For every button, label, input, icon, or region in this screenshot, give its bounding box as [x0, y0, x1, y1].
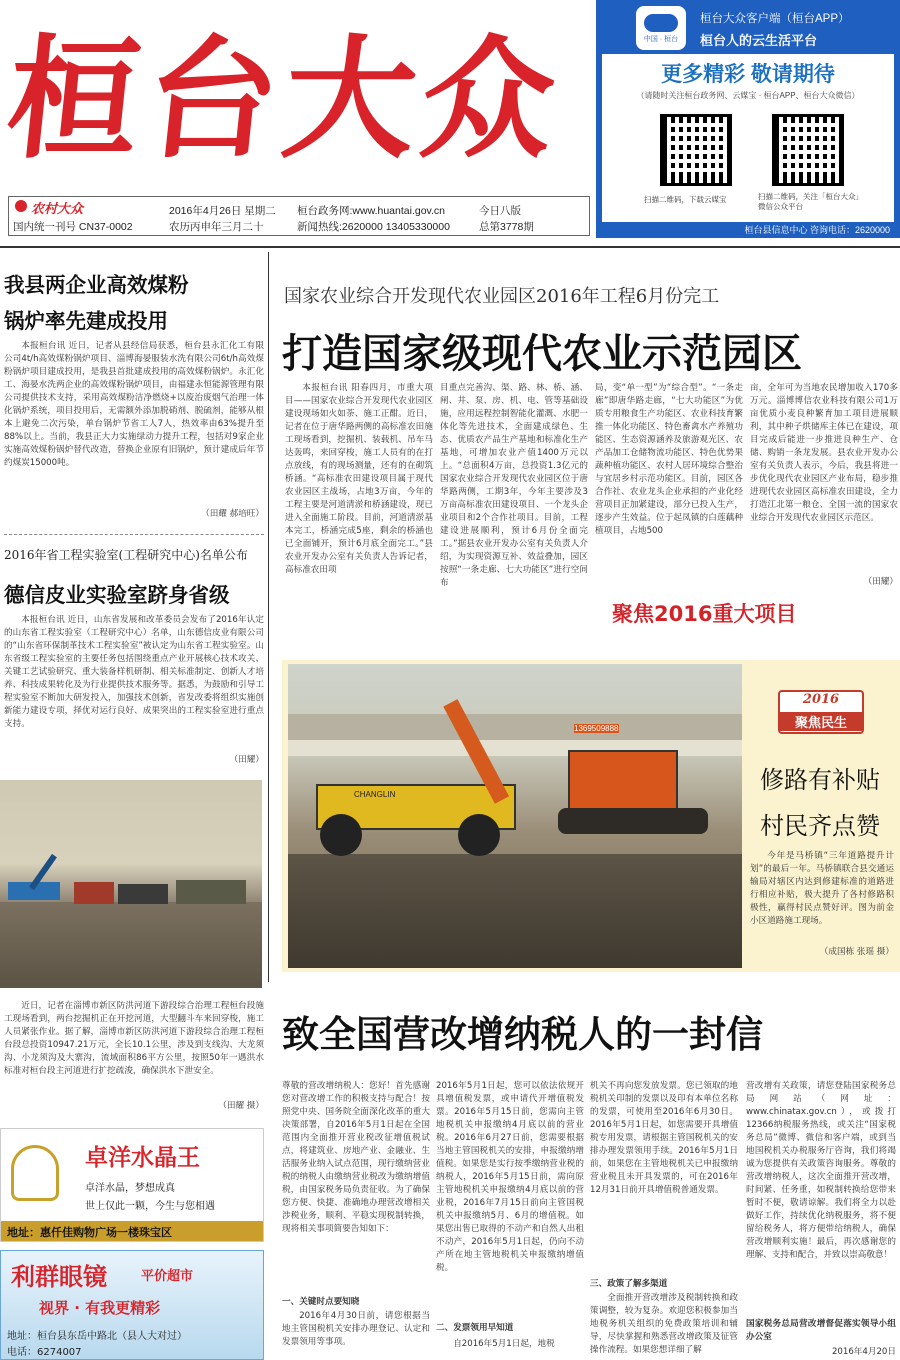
ad-headline: 更多精彩 敬请期待	[661, 63, 835, 86]
partner-logo-icon	[15, 200, 27, 212]
photo-byline: （田耀 摄）	[218, 1101, 264, 1111]
app-name: 桓台大众客户端（桓台APP）	[700, 13, 850, 25]
river-dredging-photo	[0, 780, 262, 988]
cloud-app-icon: 中国 · 桓台	[636, 6, 686, 50]
feature-title-line2: 村民齐点赞	[760, 812, 880, 840]
main-col2: 目重点完善沟、渠、路、林、桥、涵、闸、井、泵、房、机、电、管等基础设施，应用远程控制智能化灌溉、水肥一体化等先进技术，全面建成绿色、生态、优质农产品生产基地和标准化生产基地，可增加农业产值1400万元以上。“总面积4万亩，总投资1.3亿元的国家农业综合开发现代农业园区位于唐华路两侧，工期3年，今年主要涉及3万亩高标准农田建设项目、一个龙头企业项目和2个合作社项目。目前，工程建设进展顺利，预计6月份全面完工。”据县农业开发办公室有关负责人介绍，为实现资源互补、效益叠加，园区按照“一条走廊、七大功能区”进行空间布	[440, 383, 588, 588]
qr-code-wechat[interactable]	[772, 114, 844, 186]
ad-footer: 桓台县信息中心 咨询电话：2620000	[744, 225, 890, 235]
story1-title-line1: 我县两企业高效煤粉	[4, 273, 189, 297]
story2-byline: （田耀）	[229, 755, 264, 765]
story2-title: 德信皮业实验室跻身省级	[4, 583, 230, 607]
news-hotline: 新闻热线:2620000 13405330000	[297, 221, 450, 233]
tax-letter-title: 致全国营改增纳税人的一封信	[282, 1012, 763, 1056]
livelihood-badge: 2016 聚焦民生	[778, 690, 864, 734]
masthead-rule	[0, 246, 900, 248]
feature-byline: （成国栋 张瑶 摄）	[819, 947, 894, 957]
photo-caption: 近日，记者在淄博市新区防洪河道下游段综合治理工程桓台段施工现场看到，两台挖掘机正在开挖河道，大型翻斗车来回穿梭，施工人员紧张作业。据了解，淄博市新区防洪河道下游段综合治理工程桓台段总投资10947.21万元，全长10.1公里，涉及到支线沟、大龙须沟、小龙须沟及大寨沟，流域面积86平方公里，按照50年一遇洪水标准对桓台段主河道进行扩挖疏浚，确保洪水下泄安全。	[4, 1001, 264, 1076]
crystal-logo-icon	[11, 1145, 59, 1201]
story1-body: 本报桓台讯 近日，记者从县经信局获悉，桓台县永汇化工有限公司4t/h高效煤粉锅炉项目、淄博海晏服装水洗有限公司6t/h高效煤粉锅炉项目建成投用，是我县首批建成投用的高效煤粉锅炉。永汇化工、海晏水洗两企业的高效煤粉锅炉项目，由福建永恒能源管理有限公司提供技术支持，采用高效煤粉洁净燃烧+以废治废烟气治理一体化锅炉系统，项目投用后，无需额外添加脱硝剂、脱硫剂，能够从根本上避免二次污染，单台锅炉节省工人7人，热效率由63%提升至88%以上。当前，我县正大力实施绿动力提升工程，包括对9家企业实施高效煤粉锅炉替代改造，替换企业原有旧锅炉，预计建成后年节约煤炭15000吨。	[4, 341, 264, 468]
tax-col3-tail: 全面推开营改增涉及税制转换和政策调整，较为复杂。欢迎您积极参加当地税务机关组织的免费政策培训和辅导，尽快掌握和熟悉营改增政策及征管操作流程。如果您想详细了解	[590, 1293, 738, 1355]
tax-col2-tail: 自2016年5月1日起，地税	[453, 1339, 555, 1349]
qr-code-app[interactable]	[660, 114, 732, 186]
tax-col3-heading: 三、政策了解多渠道	[590, 1279, 668, 1289]
tax-col1: 尊敬的营改增纳税人：您好！首先感谢您对营改增工作的积极支持与配合！按照党中央、国务院全面深化改革的重大决策部署，自2016年5月1日起在全国范围内全面推开营业税改征增值税试点，将建筑业、房地产业、金融业、生活服务业纳入试点范围，现行缴纳营业税的纳税人由缴纳营业税改为缴纳增值税，由国家税务局负责征收。为了确保您方便、快捷、准确地办理营改增相关涉税业务，顺利、平稳实现税制转换，现将相关事项简要告知如下：	[282, 1081, 430, 1234]
tax-col1-tail: 2016年4月30日前，请您根据当地主管国税机关安排办理登记、认定和发票领用等事项。	[282, 1311, 430, 1347]
lunar-date: 农历丙申年三月二十	[169, 221, 264, 233]
story1-title-line2: 锅炉率先建成投用	[4, 309, 168, 333]
main-col1: 本报桓台讯 阳春四月，市重大项目——国家农业综合开发现代农业园区建设现场如火如荼、施工正酣。近日，记者在位于唐华路两侧的高标准农田施工现场看到，挖掘机、装载机、吊车马达轰鸣，来回穿梭，施工人员有的在打点放线，有的现场测量，还有的在砌筑桥涵。“高标准农田建设项目属于现代农业园区主战场，占地3万亩，今年的工程主要是河道清淤和桥涵建设，现已进入全面施工阶段。目前，河道清淤基本完工，桥涵完成5座，剩余的桥涵也已全面铺开，预计6月底全面完工。”县农业开发办公室有关负责人告诉记者，高标准农田项	[285, 383, 433, 575]
tax-col2-heading: 二、发票领用早知道	[436, 1323, 514, 1333]
column-divider	[268, 252, 269, 982]
main-col3: 局，变“单一型”为“综合型”。“一条走廊”即唐华路走廊，“七大功能区”为优质专用粮食生产功能区、农业科技育繁推一体化功能区、特色畜禽水产养殖功能区、生态资源涵养及旅游观光区、农产品加工仓储物流功能区、特色优势果蔬种植功能区、农村人居环境综合整治与宜居乡村示范功能区。目前，园区各合作社、农业龙头企业承担的产业化经营项目正加紧建设，部分已投入生产，逐步产生效益。位于起凤镇的白莲藕种植项目，占地500	[595, 383, 743, 536]
masthead-info	[8, 196, 590, 236]
tax-col2: 2016年5月1日起，您可以依法依规开具增值税发票，或申请代开增值税发票。2016年5月15日前，您需向主管地税机关申报缴纳4月底以前的营业税。2016年6月27日前，您需要根据当地主管国税机关的安排，申报缴纳增值税。如果您是实行按季缴纳营业税的纳税人，2016年5月15日前，需向原主管地税机关申报缴纳4月底以前的营业税，2016年7月15日前向主管国税机关申报缴纳5月、6月的增值税。如果您出售已取得的不动产和自然人出租不动产，2016年5月1日起，仍向不动产所在地主管地税机关申报缴纳增值税。	[436, 1081, 584, 1273]
issue-number: 总第3778期	[479, 221, 534, 233]
main-kicker: 国家农业综合开发现代农业园区2016年工程6月份完工	[284, 286, 720, 307]
tax-sig-date: 2016年4月20日	[831, 1347, 896, 1357]
story2-body: 本报桓台讯 近日，山东省发展和改革委员会发布了2016年认定的山东省工程实验室（工程研究中心）名单，山东德信皮业有限公司的“山东省环保制革技术工程实验室”被认定为山东省工程实验室。山东省级工程实验室的主要任务包括围绕重点产业开展核心技术攻关、关键工艺试验研究、重大装备样机研制、相关标准制定、创新人才培养、科技成果转化及为行业提供技术服务等。据悉，为鼓励和引导工程实验室不断加大研发投入，加强技术创新，省发改委将组织实施创新能力建设专项，择优对运行良好、成果突出的工程实验室进行重点支持。	[4, 615, 264, 729]
main-col4: 亩，全年可为当地农民增加收入170多万元。淄博博信农业科技有限公司1万亩优质小麦良种繁育加工项目进展顺利，其中种子烘储库主体已在建设，项目完成后能进一步推进良种生产、仓储、购销一条龙发展。县农业开发办公室有关负责人表示，今后，我县将进一步优化现代农业园区产业布局，稳步推进现代农业园区高标准农田建设，全力打造江北第一粮仓、全国一流的国家农业综合开发现代农业园区示范区。	[750, 383, 898, 523]
partner-logo: 农村大众	[31, 202, 84, 217]
tax-col1-heading: 一、关键时点要知晓	[282, 1297, 360, 1307]
story1-byline: （田耀 郝培旺）	[201, 509, 264, 519]
tax-col4: 营改增有关政策，请您登陆国家税务总局网站（网址：www.chinatax.gov.cn），或拨打12366纳税服务热线，或关注“国家税务总局”微博、微信和客户端，或到当地国税机关办税服务厅咨询，我们将竭诚为您提供有关政策咨询服务。尊敬的营改增纳税人，这次全面推开营改增，时间紧、任务重，如税制转换给您带来暂时不便，敬请谅解。我们将全力以赴做好工作，持续优化纳税服务，将不便留给税务人，将方便带给纳税人，确保营改增顺利实施！最后，再次感谢您的理解、支持和配合，并致以崇高敬意！	[746, 1081, 896, 1260]
story-divider	[4, 534, 264, 535]
project-banner: 聚焦2016重大项目	[612, 602, 797, 626]
app-slogan: 桓台人的云生活平台	[700, 33, 818, 48]
ad-note: （请随时关注桓台政务网、云媒宝 · 桓台APP、桓台大众微信）	[636, 91, 860, 100]
top-ad-panel	[602, 54, 894, 222]
main-byline: （田耀）	[863, 577, 898, 587]
qr2-caption: 扫描二维码，关注「桓台大众」微信公众平台	[758, 192, 863, 211]
tax-col3: 机关不再向您发放发票。您已领取的地税机关印制的发票以及印有本单位名称的发票，可使用至2016年6月30日。2016年5月1日起，如您需要开具增值税专用发票，请根据主管国税机关的安排办理发票领用手续。2016年5月1日前，如果您在主管地税机关已申报缴纳营业税且未开具发票的，可在2016年12月31日前开具增值税普通发票。	[590, 1081, 738, 1195]
qr1-caption: 扫描二维码，下载云媒宝	[644, 195, 727, 204]
crystal-ad[interactable]: 卓洋水晶王 卓洋水晶，梦想成真 世上仅此一颗，今生与您相遇 地址：惠仟佳购物广场一楼珠宝区	[0, 1128, 264, 1242]
page-count: 今日八版	[479, 205, 521, 217]
grader-shape: CHANGLIN	[316, 784, 516, 830]
top-app-ad	[596, 0, 900, 238]
tax-signature: 国家税务总局营改增督促落实领导小组办公室	[746, 1319, 896, 1342]
gov-site: 桓台政务网:www.huantai.gov.cn	[297, 205, 446, 217]
feature-caption: 今年是马桥镇“三年道路提升计划”的最后一年。马桥镇联合县交通运输局对辖区内达到修建标准的道路进行相应补贴，极大提升了各村修路积极性，赢得村民点赞好评。图为前金小区道路施工现场。	[750, 851, 894, 926]
excavator-shape: 1369509888	[568, 750, 678, 810]
optical-ad[interactable]: 利群眼镜 平价超市 视界 · 有我更精彩 地址：桓台县东岳中路北（县人大对过） 电话：6274007	[0, 1250, 264, 1360]
main-headline: 打造国家级现代农业示范园区	[282, 330, 802, 377]
issn: 国内统一刊号 CN37-0002	[13, 221, 133, 233]
issue-date: 2016年4月26日 星期二	[169, 205, 276, 217]
road-construction-photo	[288, 664, 742, 968]
story2-kicker: 2016年省工程实验室(工程研究中心)名单公布	[4, 548, 248, 562]
feature-title-line1: 修路有补贴	[760, 766, 880, 794]
masthead-logo: 桓台大众	[0, 22, 569, 177]
